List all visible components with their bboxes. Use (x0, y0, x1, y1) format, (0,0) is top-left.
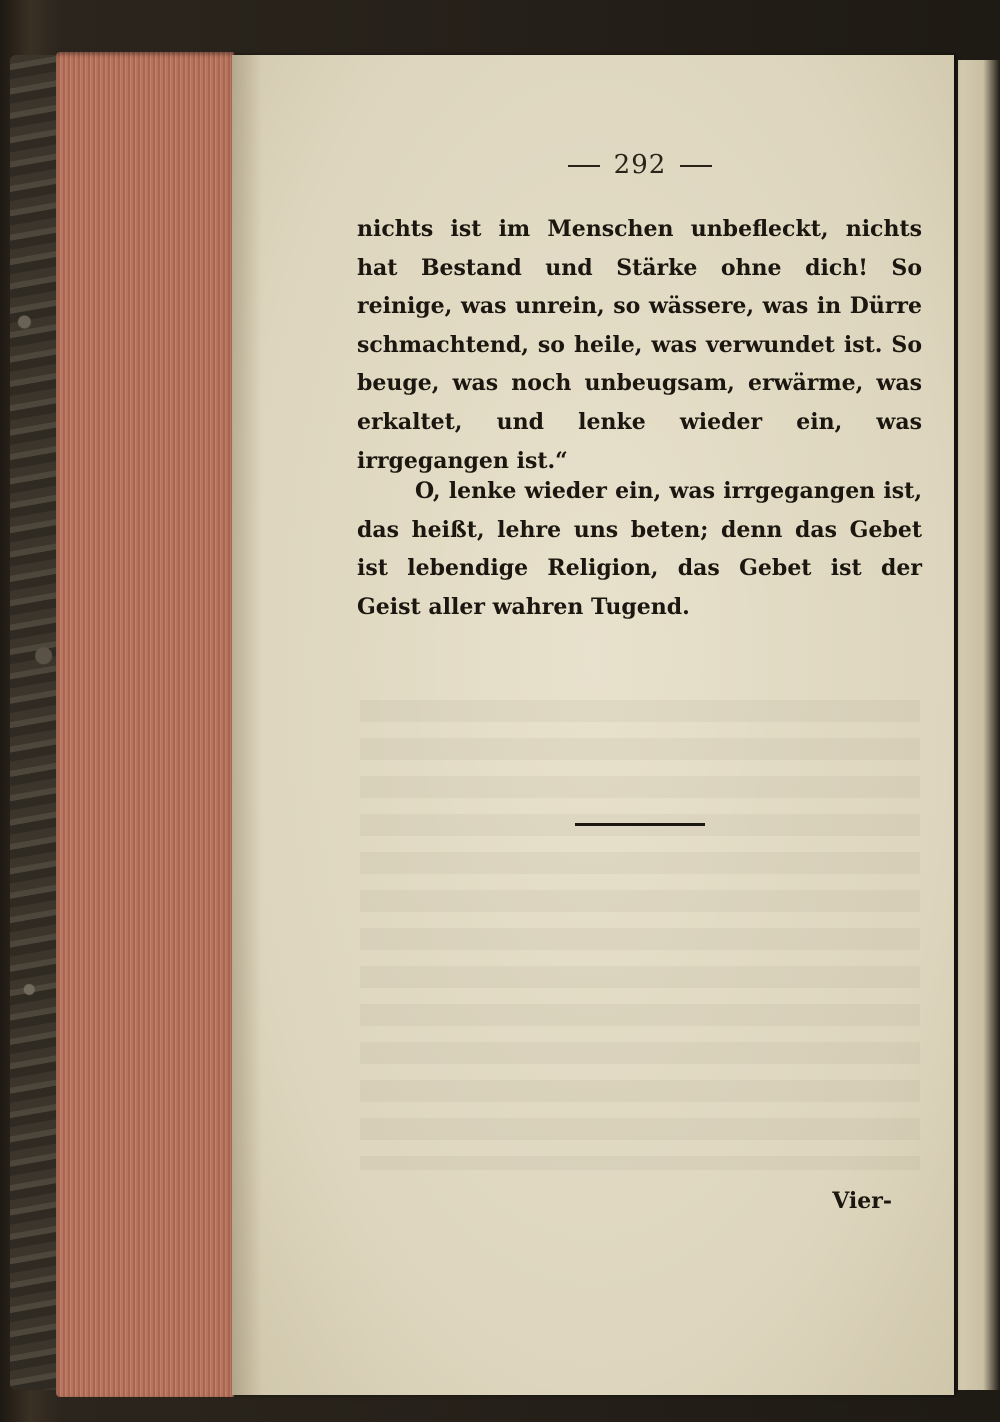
page-gutter-shadow (232, 55, 262, 1395)
facing-page-edge (958, 60, 1000, 1390)
paragraph-2: O, lenke wieder ein, was irrgegangen ist, das heißt, lehre uns beten; denn das Gebet ist lebendige Religion, das Gebet ist der Geist aller wahren Tugend. (357, 478, 922, 620)
page-edges (56, 52, 234, 1397)
header-dash-right (680, 165, 712, 167)
page-number: 292 (613, 150, 667, 180)
catchword: Vier- (832, 1188, 892, 1214)
paragraph-1: nichts ist im Menschen unbefleckt, nichts hat Bestand und Stärke ohne dich! So reinige, was unrein, so wässere, was in Dürre schmachtend, so heile, was verwundet ist. So beuge, was noch unbeugsam, erwärme, was erkaltet, und lenke wieder ein, was irrgegangen ist.“ (357, 216, 922, 474)
marbled-book-cover (10, 55, 58, 1390)
section-divider-rule (575, 823, 705, 826)
page-header (545, 150, 735, 180)
header-dash-left (568, 165, 600, 167)
show-through-from-reverse (360, 700, 920, 1170)
